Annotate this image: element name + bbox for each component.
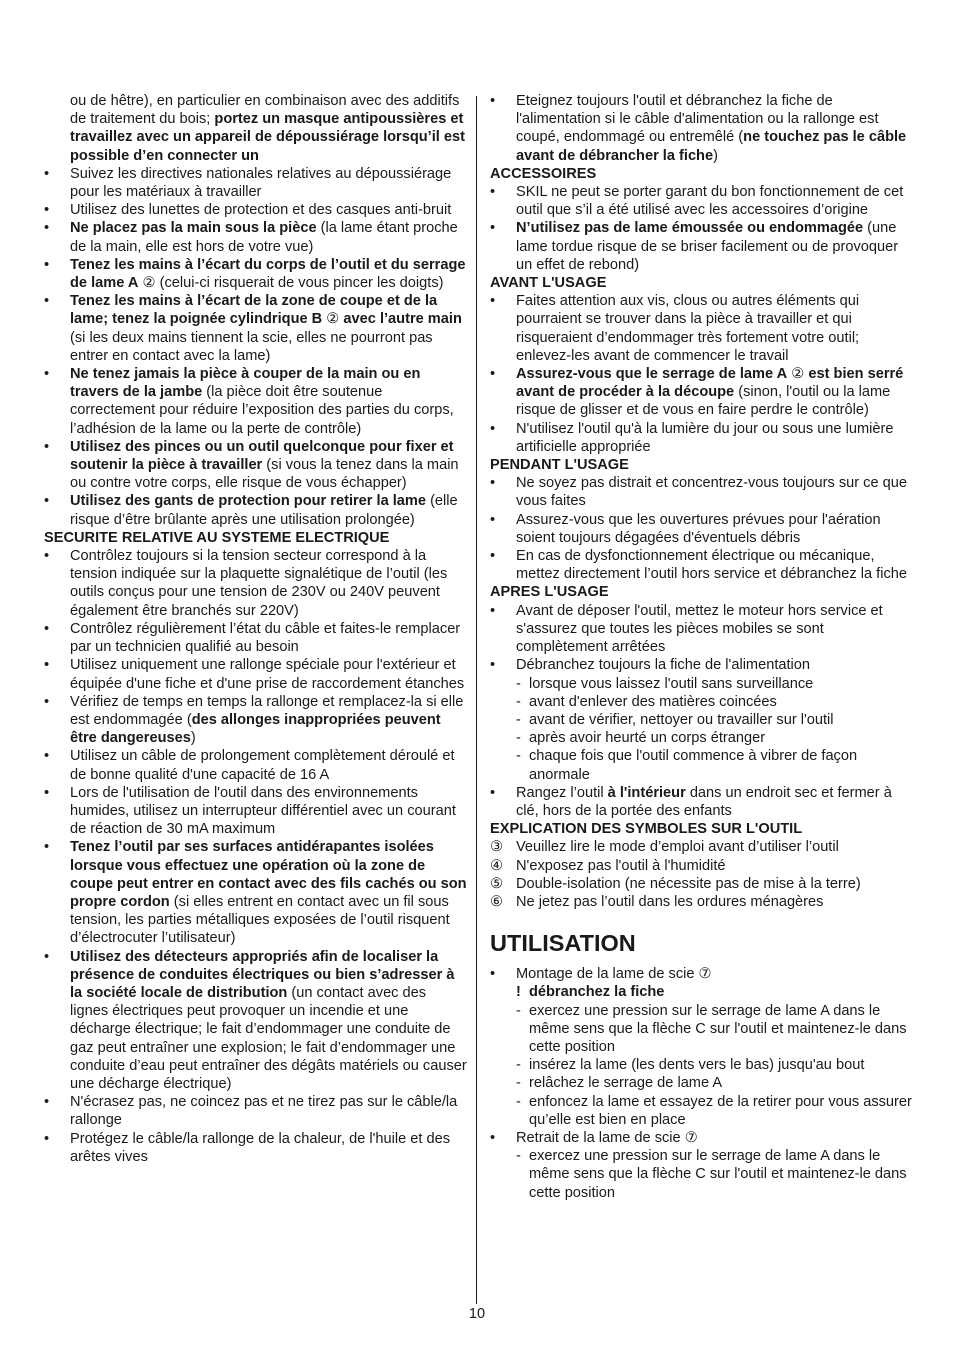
bullet: • bbox=[490, 420, 496, 437]
symbol-item: ③ Veuillez lire le mode d’emploi avant d’utiliser l’outil bbox=[490, 839, 839, 856]
dash: - bbox=[516, 675, 521, 692]
rich-text bbox=[529, 694, 777, 710]
section-heading-before-use: AVANT L'USAGE bbox=[490, 275, 607, 292]
list-item bbox=[44, 201, 468, 219]
bullet: • bbox=[44, 220, 50, 237]
rich-text bbox=[70, 949, 467, 1092]
dash: - bbox=[516, 1093, 521, 1110]
bullet: • bbox=[44, 1130, 50, 1147]
text-run: (si vous la tenez dans la main ou contre votre corps, elle risque de vous échapper) bbox=[70, 457, 459, 492]
text-run: (la pièce doit être soutenue correctement pour réduire l’exposition des parties du corps, l’adhésion de la lame ou la perte de contrôle) bbox=[70, 384, 454, 437]
list-item bbox=[44, 948, 468, 1094]
list-item bbox=[490, 511, 914, 547]
rich-text bbox=[70, 366, 454, 437]
bold-text-run: Tenez les mains à l’écart du corps de l’outil et du serrage de lame A bbox=[70, 256, 466, 292]
bullet: • bbox=[490, 220, 496, 237]
list-item bbox=[44, 292, 468, 365]
bullet: • bbox=[44, 693, 50, 710]
list-item bbox=[44, 693, 468, 748]
bullet: • bbox=[44, 165, 50, 182]
rich-text bbox=[70, 785, 456, 837]
section-heading-accessories: ACCESSOIRES bbox=[490, 165, 597, 182]
warning-line: ! débranchez la fiche bbox=[516, 984, 665, 1001]
bold-text-run: Assurez-vous que le serrage de lame A bbox=[516, 366, 788, 383]
bold-text-run: N’utilisez pas de lame émoussée ou endommagée bbox=[516, 220, 864, 237]
text-run: Protégez le câble/la rallonge de la chaleur, de l'huile et des arêtes vives bbox=[70, 1130, 451, 1165]
rich-text bbox=[70, 657, 464, 691]
dash: - bbox=[516, 711, 521, 728]
text-run: N'utilisez l'outil qu'à la lumière du jour ou sous une lumière artificielle appropriée bbox=[516, 420, 894, 455]
bold-text-run: Tenez les mains à l’écart de la zone de coupe et de la lame; tenez la poignée cylindrique B bbox=[70, 293, 438, 328]
text-run: SKIL ne peut se porter garant du bon fonctionnement de cet outil que s’il a été utilisé avec les accessoires d’origine bbox=[516, 184, 904, 219]
symbol-number: ⑥ bbox=[490, 893, 504, 910]
bullet: • bbox=[44, 784, 50, 801]
sub-list-item bbox=[490, 693, 914, 711]
list-item bbox=[44, 165, 468, 201]
list-item bbox=[44, 219, 468, 255]
text-run: Débranchez toujours la fiche de l'alimentation bbox=[516, 657, 811, 674]
list-item bbox=[490, 547, 914, 583]
text-run: ) bbox=[190, 730, 196, 747]
sub-list-item bbox=[490, 675, 914, 693]
paragraph-dust bbox=[44, 92, 468, 165]
rich-text bbox=[70, 166, 451, 200]
list-item bbox=[44, 747, 468, 783]
text-run: exercez une pression sur le serrage de lame A dans le même sens que la flèche C sur l'outil et maintenez-le dans cette position bbox=[529, 1002, 907, 1055]
list-item bbox=[44, 620, 468, 656]
rich-text bbox=[529, 1003, 907, 1055]
list-item bbox=[490, 219, 914, 274]
text-run: ② bbox=[322, 311, 344, 328]
rich-text bbox=[529, 1075, 722, 1091]
symbol-number: ⑤ bbox=[490, 875, 504, 892]
text-run: Vérifiez de temps en temps la rallonge et remplacez-la si elle est endommagée ( bbox=[70, 693, 464, 728]
text-run: Avant de déposer l'outil, mettez le moteur hors service et s'assurez que toutes les pièces mobiles se sont complètement arrêtées bbox=[516, 602, 883, 656]
rich-text bbox=[70, 493, 458, 527]
rich-text bbox=[70, 1094, 457, 1128]
list-item bbox=[44, 838, 468, 947]
text-run: Lors de l'utilisation de l'outil dans des environnements humides, utilisez un interrupteur différentiel avec un courant de réaction de 30 mA maximum bbox=[70, 784, 456, 838]
text-run: Assurez-vous que les ouvertures prévues pour l'aération soient toujours dégagées d'éventuels débris bbox=[516, 511, 881, 546]
bullet: • bbox=[44, 948, 50, 965]
bullet: • bbox=[490, 293, 496, 310]
rich-text bbox=[516, 785, 892, 819]
page-number: 10 bbox=[468, 1306, 486, 1322]
bullet: • bbox=[490, 784, 496, 801]
bullet: • bbox=[490, 966, 496, 983]
text-run: avant de vérifier, nettoyer ou travailler sur l'outil bbox=[529, 711, 834, 728]
bullet: • bbox=[44, 256, 50, 273]
symbol-number: ④ bbox=[490, 857, 504, 874]
list-item bbox=[44, 438, 468, 493]
symbol-item: ⑥ Ne jetez pas l’outil dans les ordures ménagères bbox=[490, 893, 824, 910]
rich-text bbox=[516, 366, 903, 418]
rich-text bbox=[516, 512, 881, 546]
list-item bbox=[44, 1130, 468, 1166]
text-run: (la lame étant proche de la main, elle est hors de votre vue) bbox=[70, 220, 458, 255]
bullet: • bbox=[490, 93, 496, 109]
sub-list-item bbox=[490, 747, 914, 783]
text-run: enfoncez la lame et essayez de la retirer pour vous assurer qu’elle est bien en place bbox=[529, 1093, 912, 1128]
dash: - bbox=[516, 730, 521, 747]
bold-text-run: ne touchez pas le câble avant de débrancher la fiche bbox=[516, 129, 907, 164]
section-heading-symbols: EXPLICATION DES SYMBOLES SUR L'OUTIL bbox=[490, 821, 803, 838]
text-run: (elle risque d’être brûlante après une utilisation prolongée) bbox=[70, 493, 458, 528]
list-item bbox=[490, 1129, 914, 1147]
text-run: ) bbox=[713, 147, 718, 164]
text-run: ou de hêtre), en particulier en combinaison avec des additifs de traitement du bois; bbox=[70, 93, 460, 128]
rich-text bbox=[70, 548, 447, 619]
list-item bbox=[490, 292, 914, 365]
section-title-utilisation: UTILISATION bbox=[490, 930, 636, 957]
bullet: • bbox=[44, 202, 50, 219]
dash: - bbox=[516, 1075, 521, 1092]
text-run: Utilisez uniquement une rallonge spéciale pour l'extérieur et équipée d'une fiche et d'une prise de raccordement étanches bbox=[70, 657, 465, 692]
bullet: • bbox=[44, 293, 50, 310]
text-run: Suivez les directives nationales relatives au dépoussiérage pour les matériaux à travailler bbox=[70, 165, 452, 201]
bullet: • bbox=[44, 366, 50, 383]
rich-text bbox=[529, 748, 857, 782]
section-heading-during-use: PENDANT L'USAGE bbox=[490, 457, 629, 474]
text-run: (sinon, l'outil ou la lame risque de glisser et de vous en faire perdre le contrôle) bbox=[516, 384, 891, 419]
text-run: Utilisez des lunettes de protection et des casques anti-bruit bbox=[70, 202, 452, 219]
bullet: • bbox=[44, 493, 50, 510]
text-run: Utilisez un câble de prolongement complètement déroulé et de bonne qualité d'une capacité de 16 A bbox=[70, 748, 455, 783]
text-run: (si les deux mains tiennent la scie, elles ne pourront pas entrer en contact avec la lame) bbox=[70, 329, 433, 364]
dash: - bbox=[516, 748, 521, 765]
rich-text bbox=[516, 966, 712, 982]
rich-text bbox=[70, 220, 458, 254]
rich-text bbox=[70, 257, 466, 291]
bullet: • bbox=[490, 548, 496, 565]
symbol-item: ⑤ Double-isolation (ne nécessite pas de mise à la terre) bbox=[490, 875, 861, 892]
list-item bbox=[490, 965, 914, 983]
bold-text-run: Tenez l’outil par ses surfaces antidérapantes isolées lorsque vous effectuez une opération où la zone de coupe peut entrer en contact avec des fils cachés ou son propre cordon bbox=[70, 839, 467, 910]
bold-text-run: Utilisez des pinces ou un outil quelconque pour fixer et soutenir la pièce à travailler bbox=[70, 438, 454, 474]
rich-text bbox=[70, 1131, 450, 1165]
bullet: • bbox=[490, 366, 496, 383]
bullet: • bbox=[490, 657, 496, 674]
column-divider bbox=[476, 96, 477, 1304]
text-run: chaque fois que l'outil commence à vibrer de façon anormale bbox=[529, 748, 858, 783]
text-run: ② (celui-ci risquerait de vous pincer les doigts) bbox=[138, 275, 444, 292]
bullet: • bbox=[44, 548, 50, 565]
text-run: exercez une pression sur le serrage de lame A dans le même sens que la flèche C sur l'outil et maintenez-le dans cette position bbox=[529, 1148, 907, 1201]
list-item bbox=[490, 656, 914, 674]
list-item bbox=[44, 365, 468, 438]
list-item bbox=[44, 1093, 468, 1129]
bullet: • bbox=[490, 511, 496, 528]
rich-text bbox=[70, 621, 460, 655]
bullet: • bbox=[44, 1094, 50, 1111]
rich-text bbox=[529, 730, 765, 746]
rich-text bbox=[529, 1094, 912, 1128]
bullet: • bbox=[44, 438, 50, 455]
list-item bbox=[490, 365, 914, 420]
bold-text-run: à l'intérieur bbox=[607, 784, 686, 801]
list-item bbox=[44, 256, 468, 292]
dash: - bbox=[516, 693, 521, 710]
rich-text bbox=[70, 202, 451, 218]
text-run: N'écrasez pas, ne coincez pas et ne tirez pas sur le câble/la rallonge bbox=[70, 1094, 458, 1129]
warning-mark: ! bbox=[516, 984, 521, 1001]
bullet: • bbox=[490, 475, 496, 492]
bullet: • bbox=[490, 1129, 496, 1146]
text-run: Contrôlez régulièrement l’état du câble et faites-le remplacer par un technicien qualifié au besoin bbox=[70, 620, 461, 656]
bold-text-run: portez un masque antipoussières et travaillez avec un appareil de dépoussiérage lorsqu’il est possible d’en connecter un bbox=[70, 111, 465, 164]
rich-text bbox=[516, 1130, 698, 1146]
text-run: après avoir heurté un corps étranger bbox=[529, 730, 766, 747]
dash: - bbox=[516, 1002, 521, 1019]
text-run: relâchez le serrage de lame A bbox=[529, 1075, 723, 1092]
list-item bbox=[490, 92, 914, 165]
left-column bbox=[44, 92, 468, 1166]
list-item bbox=[490, 784, 914, 820]
sub-list-item bbox=[490, 1147, 914, 1202]
list-item bbox=[490, 420, 914, 456]
section-heading-after-use: APRES L'USAGE bbox=[490, 584, 609, 601]
symbol-item: ④ N'exposez pas l'outil à l'humidité bbox=[490, 857, 726, 874]
sub-list-item bbox=[490, 1056, 914, 1074]
list-item bbox=[44, 784, 468, 839]
text-run: insérez la lame (les dents vers le bas) jusqu'au bout bbox=[529, 1057, 865, 1074]
bullet: • bbox=[490, 602, 496, 619]
bold-text-run: Ne tenez jamais la pièce à couper de la main ou en travers de la jambe bbox=[70, 366, 421, 401]
rich-text bbox=[516, 220, 898, 272]
text-run: Ne soyez pas distrait et concentrez-vous toujours sur ce que vous faites bbox=[516, 475, 907, 510]
list-item bbox=[44, 492, 468, 528]
bullet: • bbox=[44, 839, 50, 856]
list-item bbox=[490, 183, 914, 219]
rich-text bbox=[516, 603, 883, 655]
dash: - bbox=[516, 1148, 521, 1165]
rich-text bbox=[516, 475, 907, 509]
text-run: ② bbox=[787, 366, 809, 383]
text-run: (si elles entrent en contact avec un fil sous tension, les parties métalliques exposées de l’outil risquent d’électrocuter l’utilisateur) bbox=[70, 893, 450, 947]
rich-text bbox=[529, 712, 834, 728]
rich-text bbox=[529, 1148, 907, 1200]
text-run: Faites attention aux vis, clous ou autres éléments qui pourraient se trouver dans la pièce à travailler et qui risqueraient d’endommager très fortement votre outil; enlevez-les avant de commencer le travail bbox=[516, 293, 860, 364]
rich-text bbox=[516, 93, 906, 164]
rich-text bbox=[70, 694, 463, 746]
bullet: • bbox=[44, 657, 50, 674]
bullet: • bbox=[44, 748, 50, 765]
rich-text bbox=[70, 839, 467, 946]
text-run: En cas de dysfonctionnement électrique ou mécanique, mettez directement l’outil hors service et débranchez la fiche bbox=[516, 548, 907, 583]
sub-list-item bbox=[490, 1002, 914, 1057]
bold-text-run: est bien serré avant de procéder à la découpe bbox=[516, 366, 904, 401]
text-run: (une lame tordue risque de se briser facilement ou de provoquer un effet de rebond) bbox=[516, 220, 899, 273]
rich-text bbox=[70, 748, 455, 782]
sub-list-item bbox=[490, 729, 914, 747]
rich-text bbox=[529, 1057, 864, 1073]
dash: - bbox=[516, 1057, 521, 1074]
text-run: Retrait de la lame de scie ⑦ bbox=[516, 1129, 698, 1146]
rich-text bbox=[516, 293, 859, 364]
sub-list-item bbox=[490, 1074, 914, 1092]
bullet: • bbox=[490, 184, 496, 201]
bold-text-run: Ne placez pas la main sous la pièce bbox=[70, 220, 317, 237]
text-run: lorsque vous laissez l'outil sans surveillance bbox=[529, 675, 814, 692]
sub-list-item bbox=[490, 1093, 914, 1129]
rich-text bbox=[529, 676, 813, 692]
text-run: Montage de la lame de scie ⑦ bbox=[516, 966, 712, 983]
bold-text-run: Utilisez des détecteurs appropriés afin de localiser la présence de conduites électriques ou bien s’adresser à la société locale de distribution bbox=[70, 948, 455, 1001]
text-run: (un contact avec des lignes électriques peut provoquer un incendie et une décharge électrique; le fait d’endommager une conduite de gaz peut entraîner une explosion; le fait d’endommager une conduite d’eau peut entraîner des dégâts matériels ou causer une décharge électrique) bbox=[70, 984, 467, 1092]
bold-text-run: des allonges inappropriées peuvent être dangereuses bbox=[70, 711, 441, 747]
list-item bbox=[44, 547, 468, 620]
bold-text-run: avec l’autre main bbox=[343, 311, 462, 328]
symbol-number: ③ bbox=[490, 839, 504, 856]
rich-text bbox=[516, 421, 893, 455]
rich-text bbox=[70, 293, 462, 364]
list-item bbox=[490, 474, 914, 510]
text-run: Contrôlez toujours si la tension secteur correspond à la tension indiquée sur la plaquette signalétique de l’outil (les outils conçus pour une tension de 230V ou 240V peuvent également être branchés sur 220V) bbox=[70, 548, 448, 619]
section-heading-electrical: SECURITE RELATIVE AU SYSTEME ELECTRIQUE bbox=[44, 529, 390, 546]
text-run: dans un endroit sec et fermer à clé, hors de la portée des enfants bbox=[516, 784, 892, 819]
text-run: Rangez l’outil bbox=[516, 784, 608, 801]
rich-text bbox=[516, 184, 903, 218]
bold-text-run: Utilisez des gants de protection pour retirer la lame bbox=[70, 493, 427, 510]
rich-text bbox=[516, 657, 810, 673]
rich-text bbox=[70, 439, 459, 491]
rich-text bbox=[516, 548, 907, 582]
list-item bbox=[490, 602, 914, 657]
text-run: avant d'enlever des matières coincées bbox=[529, 693, 777, 710]
text-run: Eteignez toujours l'outil et débranchez la fiche de l'alimentation si le câble d'alimentation ou la rallonge est coupé, endommagé ou entremêlé ( bbox=[516, 93, 879, 146]
sub-list-item bbox=[490, 711, 914, 729]
bullet: • bbox=[44, 620, 50, 637]
list-item bbox=[44, 656, 468, 692]
right-column bbox=[490, 92, 914, 1202]
